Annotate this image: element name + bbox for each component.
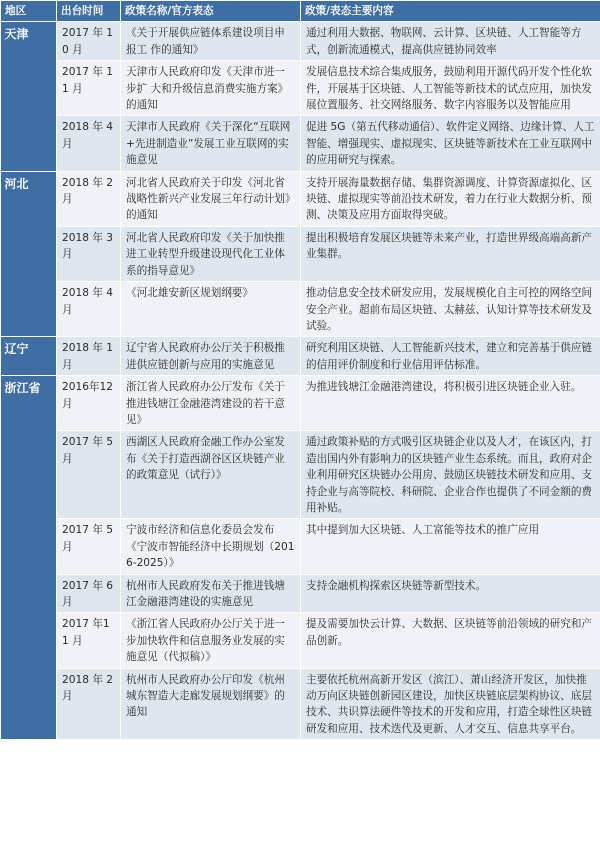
policy-cell: 杭州市人民政府发布关于推进钱塘江金融港湾建设的实施意见 — [121, 574, 301, 613]
policy-cell: 西湖区人民政府金融工作办公室发布《关于打造西湖谷区区块链产业的政策意见（试行）》 — [121, 431, 301, 519]
region-cell: 天津 — [1, 22, 57, 171]
content-cell: 其中提到加大区块链、人工富能等技术的推广应用 — [301, 519, 600, 574]
content-cell: 推动信息安全技术研发应用，发展规模化自主可控的网络空间安全产业。超前布局区块链、太赫兹、认知计算等技术研发及试验。 — [301, 282, 600, 337]
content-cell: 主要依托杭州高新开发区（滨江）、萧山经济开发区，加快推动万向区块链创新园区建设，加快区块链底层架构协议、底层技术、共识算法硬件等技术的开发和应用，打造全球性区块链研发和应用、技术迭代及更新、人才交互、信息共享平台。 — [301, 668, 600, 740]
table-row — [1, 61, 600, 116]
policy-cell: 浙江省人民政府办公厅发布《关于推进钱塘江金融港湾建设的若干意见》 — [121, 376, 301, 431]
table-row — [1, 337, 600, 376]
policy-cell: 河北省人民政府关于印发《河北省战略性新兴产业发展三年行动计划》的通知 — [121, 171, 301, 226]
policy-cell: 河北省人民政府印发《关于加快推进工业转型升级建设现代化工业体系的指导意见》 — [121, 226, 301, 281]
content-cell: 提及需要加快云计算、大数据、区块链等前沿领域的研究和产品创新。 — [301, 613, 600, 668]
region-cell: 浙江省 — [1, 376, 57, 740]
table-row — [1, 282, 600, 337]
date-cell: 2018 年 4 月 — [57, 282, 121, 337]
table-row — [1, 226, 600, 281]
policy-cell: 天津市人民政府印发《天津市进一步扩 大和升级信息消费实施方案》的通知 — [121, 61, 301, 116]
table-header-row — [1, 1, 600, 22]
table-row — [1, 668, 600, 740]
content-cell: 通过政策补贴的方式吸引区块链企业以及人才，在该区内，打造出国内外有影响力的区块链产业生态系统。而且，政府对企业利用研究区块链办公用房、鼓励区块链技术研发和应用、支持企业与高等院校、科研院、企业合作也提供了不同金额的费用补贴。 — [301, 431, 600, 519]
date-cell: 2018 年 2 月 — [57, 668, 121, 740]
content-cell: 支持金融机构探索区块链等新型技术。 — [301, 574, 600, 613]
region-cell: 河北 — [1, 171, 57, 337]
content-cell: 为推进钱塘江金融港湾建设，将积极引进区块链企业入驻。 — [301, 376, 600, 431]
date-cell: 2016年12 月 — [57, 376, 121, 431]
date-cell: 2017 年 5 月 — [57, 431, 121, 519]
policy-cell: 天津市人民政府《关于深化“互联网+先进制造业”发展工业互联网的实施意见 — [121, 116, 301, 171]
date-cell: 2018 年 2 月 — [57, 171, 121, 226]
table-row — [1, 431, 600, 519]
content-cell: 发展信息技术综合集成服务，鼓励利用开源代码开发个性化软件，开展基于区块链、人工智能等新技术的试点应用，加快发展位置服务、社交网络服务、数字内容服务以及智能应用 — [301, 61, 600, 116]
content-cell: 促进 5G（第五代移动通信）、软件定义网络、边缘计算、人工智能、增强现实、虚拟现实、区块链等新技术在工业互联网中的应用研究与探索。 — [301, 116, 600, 171]
policy-cell: 宁波市经济和信息化委员会发布《宁波市智能经济中长期规划（2016-2025）》 — [121, 519, 301, 574]
content-cell: 通过利用大数据、物联网、云计算、区块链、人工智能等方式，创新流通模式，提高供应链协同效率 — [301, 22, 600, 61]
table-row — [1, 171, 600, 226]
table-row — [1, 613, 600, 668]
policy-cell: 杭州市人民政府办公厅印发《杭州城东智造大走廊发展规划纲要》的通知 — [121, 668, 301, 740]
header-region: 地区 — [1, 1, 57, 22]
header-date: 出台时间 — [57, 1, 121, 22]
date-cell: 2017 年11 月 — [57, 613, 121, 668]
content-cell: 研究利用区块链、人工智能新兴技术，建立和完善基于供应链的信用评价制度和行业信用评估标准。 — [301, 337, 600, 376]
table-row — [1, 519, 600, 574]
table-row — [1, 376, 600, 431]
date-cell: 2018 年 1 月 — [57, 337, 121, 376]
date-cell: 2017 年 10 月 — [57, 22, 121, 61]
policy-cell: 《关于开展供应链体系建设项目申报工 作的通知》 — [121, 22, 301, 61]
content-cell: 提出积极培育发展区块链等未来产业，打造世界级高端高新产业集群。 — [301, 226, 600, 281]
table-row — [1, 116, 600, 171]
header-policy: 政策名称/官方表态 — [121, 1, 301, 22]
date-cell: 2017 年 11 月 — [57, 61, 121, 116]
date-cell: 2018 年 3 月 — [57, 226, 121, 281]
header-content: 政策/表态主要内容 — [301, 1, 600, 22]
region-cell: 辽宁 — [1, 337, 57, 376]
date-cell: 2017 年 5 月 — [57, 519, 121, 574]
table-row — [1, 574, 600, 613]
date-cell: 2017 年 6 月 — [57, 574, 121, 613]
date-cell: 2018 年 4 月 — [57, 116, 121, 171]
table-row — [1, 22, 600, 61]
content-cell: 支持开展海量数据存储、集群资源调度、计算资源虚拟化、区块链、虚拟现实等前沿技术研发，着力在行业大数据分析、预测、决策及应用方面取得突破。 — [301, 171, 600, 226]
policy-cell: 《河北雄安新区规划纲要》 — [121, 282, 301, 337]
policy-cell: 《浙江省人民政府办公厅关于进一步加快软件和信息服务业发展的实施意见（代拟稿）》 — [121, 613, 301, 668]
policy-cell: 辽宁省人民政府办公厅关于积极推进供应链创新与应用的实施意见 — [121, 337, 301, 376]
